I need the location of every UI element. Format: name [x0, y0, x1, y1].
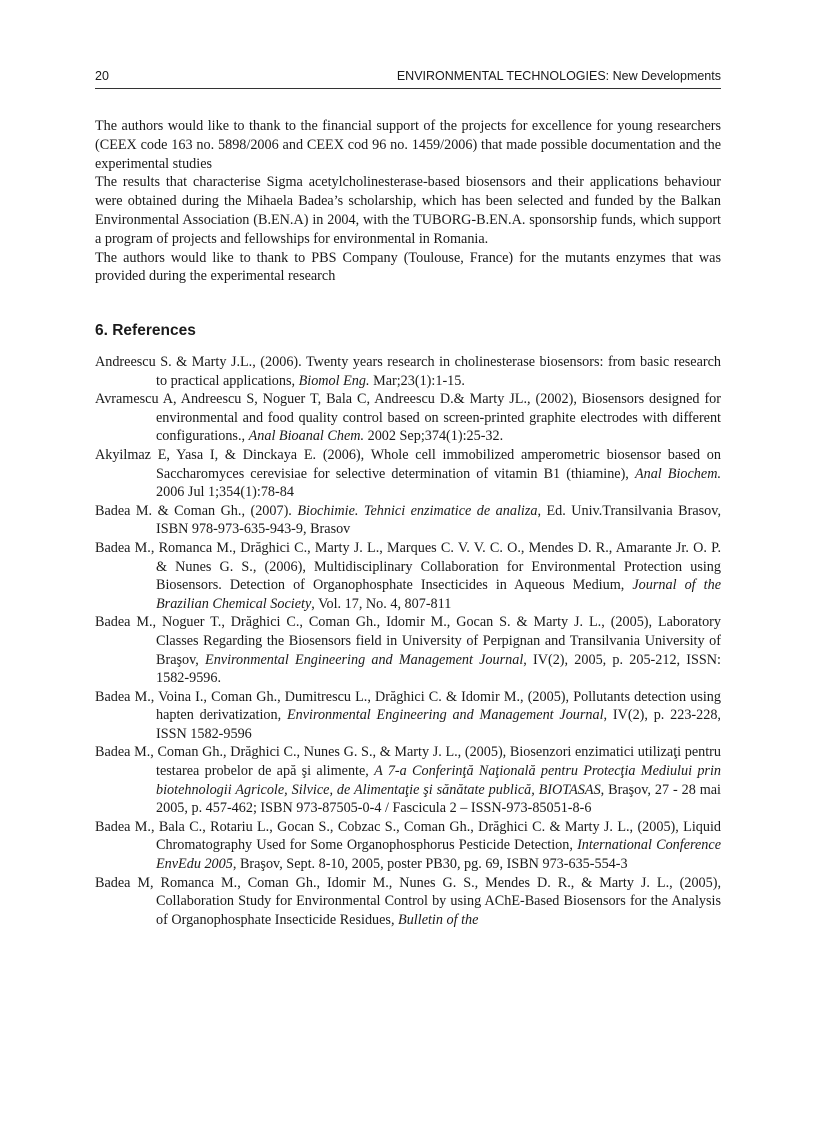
acknowledgements: [95, 117, 721, 286]
page-number: 20: [95, 69, 109, 83]
reference-entry: Andreescu S. & Marty J.L., (2006). Twenty years research in cholinesterase biosensors: from basic research to practical applications, Biomol Eng. Mar;23(1):1-15.: [95, 354, 721, 389]
reference-entry: Badea M., Noguer T., Drăghici C., Coman Gh., Idomir M., Gocan S. & Marty J. L., (2005), Laboratory Classes Regarding the Biosensors field in University of Perpignan and Transilvania University of Braşov, Environmental Engineering and Management Journal, IV(2), 2005, p. 205-212, ISSN: 1582-9596.: [95, 614, 721, 687]
reference-entry: Badea M., Bala C., Rotariu L., Gocan S., Cobzac S., Coman Gh., Drăghici C. & Marty J. L., (2005), Liquid Chromatography Used for Some Organophosphorus Pesticide Detection, International Conference EnvEdu 2005, Braşov, Sept. 8-10, 2005, poster PB30, pg. 69, ISBN 973-635-554-3: [95, 818, 721, 873]
reference-list: [95, 353, 721, 929]
reference-entry: Akyilmaz E, Yasa I, & Dinckaya E. (2006), Whole cell immobilized amperometric biosensor based on Saccharomyces cerevisiae for selective determination of vitamin B1 (thiamine), Anal Biochem. 2006 Jul 1;354(1):78-84: [95, 446, 721, 501]
reference-entry: Badea M., Voina I., Coman Gh., Dumitrescu L., Drăghici C. & Idomir M., (2005), Pollutants detection using hapten derivatization, Environmental Engineering and Management Journal, IV(2), p. 223-228, ISSN 1582-9596: [95, 688, 721, 742]
reference-entry: Badea M., Romanca M., Drăghici C., Marty J. L., Marques C. V. V. C. O., Mendes D. R., Amarante Jr. O. P. & Nunes G. S., (2006), Multidisciplinary Collaboration for Environmental Protection using Biosensors. Detection of Organophosphate Insecticides in Aqueous Medium, Journal of the Brazilian Chemical Society, Vol. 17, No. 4, 807-811: [95, 539, 721, 612]
reference-entry: Avramescu A, Andreescu S, Noguer T, Bala C, Andreescu D.& Marty JL., (2002), Biosensors designed for environmental and food quality control based on screen-printed graphite electrodes with different configurations., Anal Bioanal Chem. 2002 Sep;374(1):25-32.: [95, 391, 721, 445]
reference-entry: Badea M., Coman Gh., Drăghici C., Nunes G. S., & Marty J. L., (2005), Biosenzori enzimatici utilizaţi pentru testarea probelor de apă şi alimente, A 7-a Conferinţă Naţională pentru Protecţia Mediului prin biotehnologii Agricole, Silvice, de Alimentaţie şi sănătate publică, BIOTASAS, Braşov, 27 - 28 mai 2005, p. 457-462; ISBN 973-87505-0-4 / Fascicula 2 – ISSN-973-85051-8-6: [95, 744, 721, 817]
running-title: ENVIRONMENTAL TECHNOLOGIES: New Developments: [396, 69, 721, 83]
page-header: [95, 68, 721, 89]
reference-entry: Badea M. & Coman Gh., (2007). Biochimie. Tehnici enzimatice de analiza, Ed. Univ.Transilvania Brasov, ISBN 978-973-635-943-9, Brasov: [95, 502, 721, 538]
paragraph: The authors would like to thank to the financial support of the projects for excellence for young researchers (CEEX code 163 no. 5898/2006 and CEEX cod 96 no. 1459/2006) that made possible documentation and the experimental studies: [95, 118, 721, 172]
paragraph: The results that characterise Sigma acetylcholinesterase-based biosensors and their applications behaviour were obtained during the Mihaela Badea’s scholarship, which has been selected and funded by the Balkan Environmental Association (B.EN.A) in 2004, with the TUBORG-B.EN.A. sponsorship funds, which support a program of projects and fellowships for environmental in Romania.: [95, 174, 721, 247]
section-title: 6. References: [95, 322, 196, 339]
paragraph: The authors would like to thank to PBS Company (Toulouse, France) for the mutants enzymes that was provided during the experimental research: [95, 249, 721, 285]
reference-entry: Badea M, Romanca M., Coman Gh., Idomir M., Nunes G. S., Mendes D. R., & Marty J. L., (2005), Collaboration Study for Environmental Control by using AChE-Based Biosensors for the Analysis of Organophosphate Insecticide Residues, Bulletin of the: [95, 874, 721, 928]
